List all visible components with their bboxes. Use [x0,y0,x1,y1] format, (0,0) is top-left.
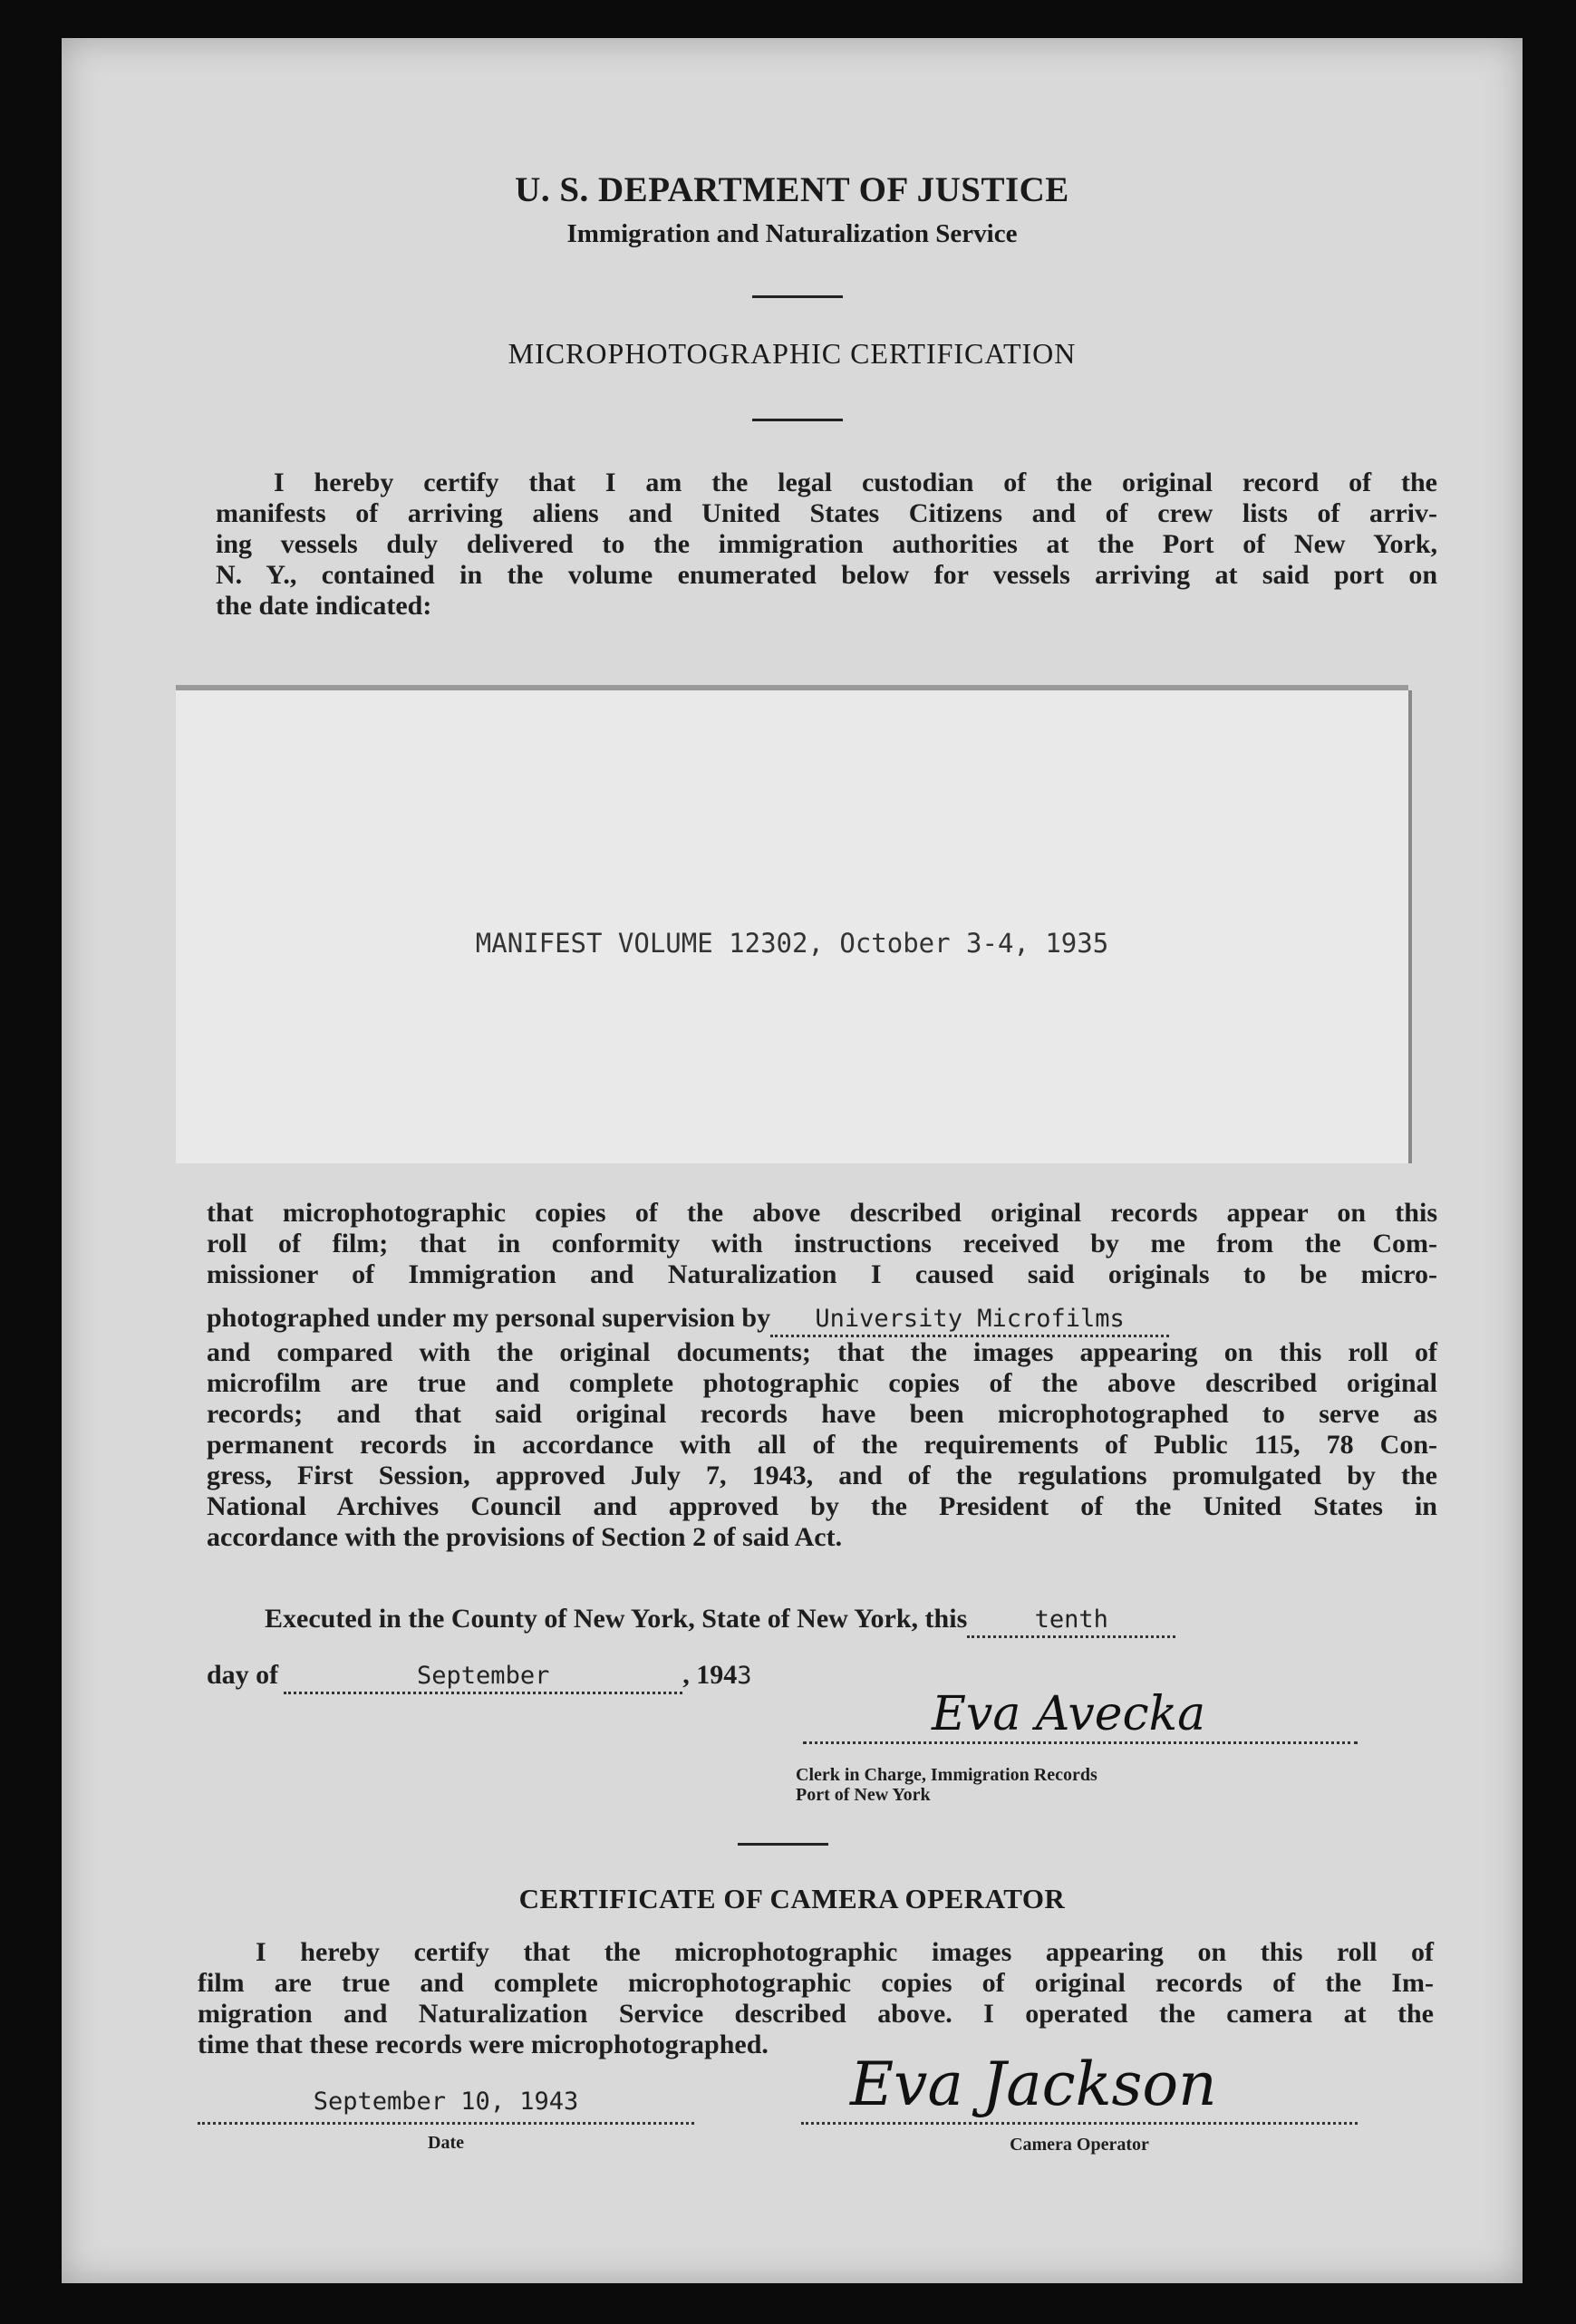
text-line: gress, First Session, approved July 7, 1943, and of the regulations promulgated by the [207,1461,1437,1490]
executed-line [265,1604,1443,1638]
date-of-execution-line [207,1660,841,1694]
text-line: National Archives Council and approved by the President of the United States in [207,1491,1437,1521]
text-line: ing vessels duly delivered to the immigration authorities at the Port of New York, [216,529,1437,559]
month-value: September [417,1662,550,1690]
supervision-line [207,1303,1437,1337]
text-line: film are true and complete microphotographic copies of original records of the Im- [198,1968,1434,1998]
service-subheading: Immigration and Naturalization Service [566,219,1018,248]
filmer-field [770,1303,1169,1337]
body-paragraph [207,1198,1437,1553]
clerk-signature-line [803,1741,1358,1744]
divider [738,1843,828,1846]
clerk-signature: Eva Avecka [932,1687,1206,1741]
camera-heading: CERTIFICATE OF CAMERA OPERATOR [518,1883,1066,1914]
manifest-card [176,690,1408,1163]
text-line: manifests of arriving aliens and United States Citizens and of crew lists of arriv- [216,498,1437,528]
text-line: records; and that said original records have been microphotographed to serve as [207,1399,1437,1429]
day-of-label: day of [207,1660,279,1690]
text-line: roll of film; that in conformity with instructions received by me from the Com- [207,1229,1437,1258]
certificate-sheet [62,38,1523,2283]
clerk-title-line: Port of New York [796,1785,931,1805]
text-line: missioner of Immigration and Naturalization I caused said originals to be micro- [207,1259,1437,1289]
manifest-volume-text: MANIFEST VOLUME 12302, October 3-4, 1935 [475,928,1109,959]
text-line: N. Y., contained in the volume enumerated below for vessels arriving at said port on [216,560,1437,590]
text-line: microfilm are true and complete photographic copies of the above described original [207,1368,1437,1398]
page-title: MICROPHOTOGRAPHIC CERTIFICATION [508,337,1077,370]
camera-paragraph [198,1937,1434,2060]
camera-date-value: September 10, 1943 [313,2088,579,2116]
text-line: time that these records were microphotographed. [198,2030,769,2059]
text-line: I hereby certify that the microphotographic images appearing on this roll of [256,1937,1434,1967]
operator-signature-line [801,2122,1358,2125]
date-label: Date [428,2133,464,2153]
text-line: that microphotographic copies of the above described original records appear on this [207,1198,1437,1228]
text-line: I hereby certify that I am the legal custodian of the original record of the [274,468,1437,497]
text-line: permanent records in accordance with all of the requirements of Public 115, 78 Con- [207,1430,1437,1460]
year-digit: 3 [737,1662,752,1690]
clerk-title [796,1765,1097,1805]
operator-signature: Eva Jackson [850,2049,1217,2119]
supervision-prefix: photographed under my personal supervision by [207,1303,771,1333]
intro-paragraph [216,468,1437,622]
text-line: the date indicated: [216,591,432,621]
filmer-value: University Microfilms [815,1305,1125,1333]
year-label: , 194 [682,1660,738,1690]
text-line: migration and Naturalization Service described above. I operated the camera at the [198,1999,1434,2029]
text-line: accordance with the provisions of Section 2 of said Act. [207,1522,843,1552]
day-field [967,1604,1175,1638]
date-signature-line [198,2122,694,2125]
department-heading: U. S. DEPARTMENT OF JUSTICE [515,170,1069,209]
executed-prefix: Executed in the County of New York, State of New York, this [265,1604,968,1634]
text-line: and compared with the original documents; that the images appearing on this roll of [207,1337,1437,1367]
divider [752,419,843,421]
month-field [284,1660,682,1694]
operator-label: Camera Operator [1010,2135,1149,2155]
divider [752,295,843,298]
day-value: tenth [1034,1606,1108,1634]
clerk-title-line: Clerk in Charge, Immigration Records [796,1765,1097,1785]
